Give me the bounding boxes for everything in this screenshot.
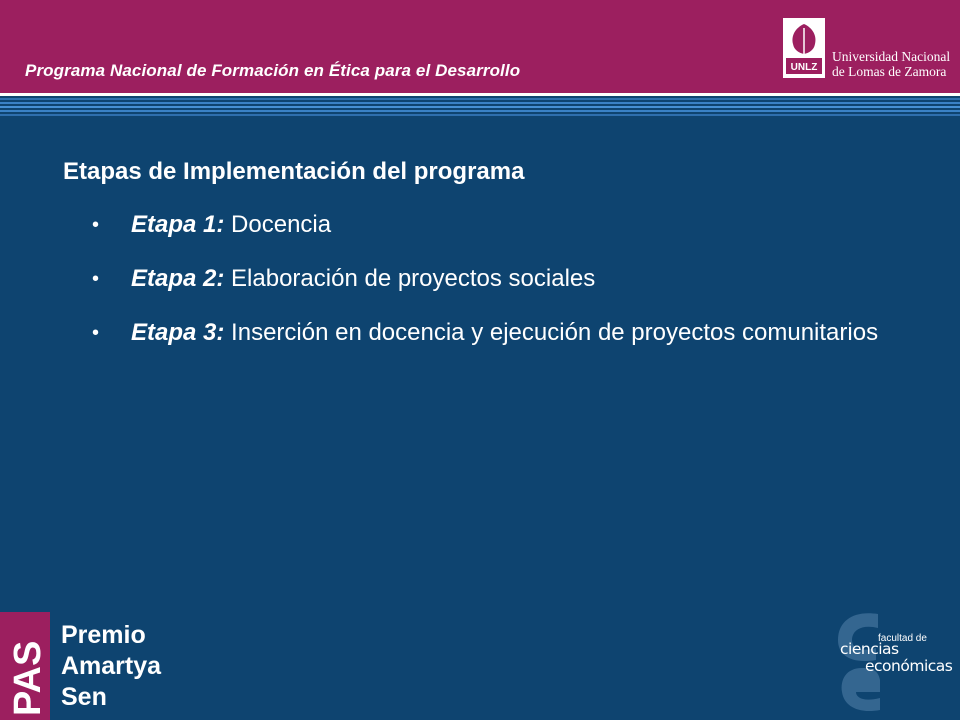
stage-text: Docencia bbox=[231, 211, 332, 238]
university-name bbox=[832, 49, 950, 79]
stage-text: Elaboración de proyectos sociales bbox=[231, 265, 596, 292]
fce-line2: ciencias bbox=[840, 640, 899, 658]
pas-vertical-logo-icon bbox=[0, 612, 50, 720]
premio-amartya-sen-logo bbox=[0, 612, 180, 720]
stage-label: Etapa 2: bbox=[131, 265, 225, 292]
stripe-blue-2 bbox=[0, 102, 960, 104]
university-logo-text: UNLZ bbox=[790, 62, 818, 73]
fce-line3: económicas bbox=[865, 657, 953, 675]
stage-list bbox=[92, 210, 892, 372]
premio-line1: Premio bbox=[61, 621, 146, 649]
content-heading: Etapas de Implementación del programa bbox=[63, 158, 525, 185]
list-item bbox=[92, 318, 892, 348]
stage-label: Etapa 1: bbox=[131, 211, 225, 238]
premio-text bbox=[61, 620, 161, 713]
header-title: Programa Nacional de Formación en Ética para el Desarrollo bbox=[25, 61, 521, 80]
stage-label: Etapa 3: bbox=[131, 319, 225, 346]
pas-letters: PAS bbox=[7, 640, 49, 716]
premio-line2: Amartya bbox=[61, 652, 162, 680]
stripe-blue-4 bbox=[0, 110, 960, 112]
stripe-blue-1 bbox=[0, 98, 960, 100]
bullet-icon: • bbox=[92, 214, 100, 236]
stripe-blue-5 bbox=[0, 114, 960, 116]
fce-line1: facultad de bbox=[878, 633, 927, 644]
header-banner bbox=[0, 0, 960, 93]
university-name-line2: de Lomas de Zamora bbox=[832, 64, 947, 79]
list-item bbox=[92, 264, 892, 294]
bullet-icon: • bbox=[92, 268, 100, 290]
university-logo-icon bbox=[783, 18, 825, 78]
header-stripes bbox=[0, 93, 960, 120]
stripe-white bbox=[0, 93, 960, 96]
stage-text: Inserción en docencia y ejecución de proyectos comunitarios bbox=[231, 319, 879, 346]
premio-line3: Sen bbox=[61, 683, 107, 711]
bullet-icon: • bbox=[92, 322, 100, 344]
university-name-line1: Universidad Nacional bbox=[832, 49, 951, 64]
stripe-blue-3 bbox=[0, 106, 960, 108]
list-item bbox=[92, 210, 892, 240]
